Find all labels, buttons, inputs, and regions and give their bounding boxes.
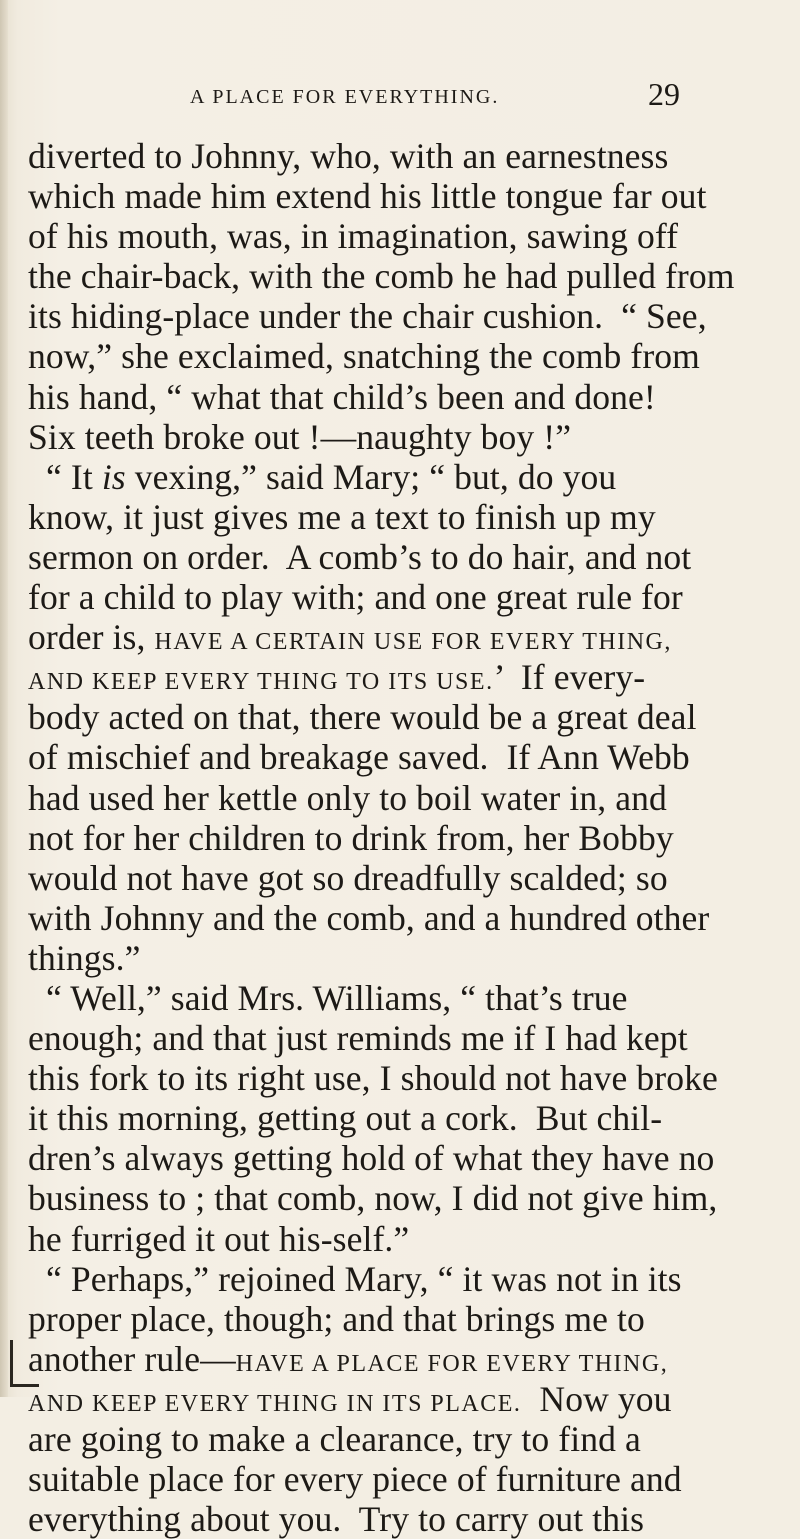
text-line <box>28 457 788 497</box>
text-line <box>28 377 788 417</box>
text-segment: of his mouth, was, in imagination, sawing off <box>28 216 679 257</box>
text-segment: another rule— <box>28 1338 236 1379</box>
text-line <box>28 898 788 938</box>
text-line <box>28 697 788 737</box>
text-segment: not for her children to drink from, her Bobby <box>28 817 674 858</box>
text-segment: “ Well,” said Mrs. Williams, “ that’s true <box>28 977 628 1018</box>
text-segment: his hand, “ what that child’s been and done! <box>28 376 656 417</box>
text-line <box>28 858 788 898</box>
text-line <box>28 216 788 256</box>
text-line <box>28 136 788 176</box>
text-line <box>28 1178 788 1218</box>
text-segment: sermon on order. A comb’s to do hair, and not <box>28 536 692 577</box>
text-line <box>28 256 788 296</box>
text-segment: it this morning, getting out a cork. But chil- <box>28 1098 663 1139</box>
text-line <box>28 577 788 617</box>
text-segment: of mischief and breakage saved. If Ann Webb <box>28 737 690 778</box>
text-segment: everything about you. Try to carry out this <box>28 1499 645 1539</box>
text-segment: Six teeth broke out !—naughty boy !” <box>28 416 572 457</box>
text-line <box>28 176 788 216</box>
text-line <box>28 417 788 457</box>
text-line <box>28 1419 788 1459</box>
running-head: A PLACE FOR EVERYTHING. <box>190 86 500 108</box>
text-line <box>28 978 788 1018</box>
text-segment: dren’s always getting hold of what they have no <box>28 1138 715 1179</box>
text-line <box>28 537 788 577</box>
text-segment: proper place, though; and that brings me to <box>28 1298 645 1339</box>
page-header <box>190 76 680 126</box>
text-line <box>28 336 788 376</box>
text-segment: vexing,” said Mary; “ but, do you <box>125 456 617 497</box>
text-line <box>28 1379 788 1419</box>
text-line <box>28 938 788 978</box>
text-segment: diverted to Johnny, who, with an earnestness <box>28 136 669 176</box>
text-line <box>28 778 788 818</box>
text-line <box>28 1259 788 1299</box>
text-line <box>28 1098 788 1138</box>
text-line <box>28 1339 788 1379</box>
text-line <box>28 737 788 777</box>
text-segment: ’ If every- <box>493 657 646 698</box>
text-line <box>28 1499 788 1539</box>
text-segment: “ Perhaps,” rejoined Mary, “ it was not in its <box>28 1258 682 1299</box>
text-line <box>28 1459 788 1499</box>
text-segment: are going to make a clearance, try to find a <box>28 1419 641 1459</box>
text-segment: know, it just gives me a text to finish up my <box>28 496 656 537</box>
text-segment: for a child to play with; and one great rule for <box>28 577 683 618</box>
text-line <box>28 617 788 657</box>
small-caps-text: AND KEEP EVERY THING IN ITS PLACE. <box>28 1390 522 1417</box>
text-segment: suitable place for every piece of furniture and <box>28 1459 682 1500</box>
text-line <box>28 1299 788 1339</box>
text-segment: enough; and that just reminds me if I had kept <box>28 1018 688 1059</box>
text-segment: “ It <box>28 456 102 497</box>
text-segment: this fork to its right use, I should not have broke <box>28 1058 718 1099</box>
text-segment: things.” <box>28 937 141 978</box>
small-caps-text: HAVE A PLACE FOR EVERY THING, <box>235 1350 669 1377</box>
text-line <box>28 1219 788 1259</box>
page-corner-mark <box>10 1340 39 1387</box>
text-segment: would not have got so dreadfully scalded; so <box>28 857 668 898</box>
text-segment: with Johnny and the comb, and a hundred other <box>28 897 710 938</box>
text-segment: order is, <box>28 617 155 658</box>
small-caps-text: HAVE A CERTAIN USE FOR EVERY THING, <box>154 629 672 656</box>
text-line <box>28 1018 788 1058</box>
text-segment: Now you <box>521 1378 672 1419</box>
text-line <box>28 497 788 537</box>
text-segment: now,” she exclaimed, snatching the comb from <box>28 336 700 377</box>
text-line <box>28 1058 788 1098</box>
text-segment: business to ; that comb, now, I did not give him, <box>28 1178 718 1219</box>
text-segment: its hiding-place under the chair cushion. “ See, <box>28 296 707 337</box>
text-segment: had used her kettle only to boil water in, and <box>28 777 667 818</box>
italic-text: is <box>101 456 126 497</box>
text-segment: the chair-back, with the comb he had pulled from <box>28 256 735 297</box>
body-text <box>28 136 788 1539</box>
page-number: 29 <box>648 76 680 112</box>
text-segment: he furriged it out his-self.” <box>28 1218 410 1259</box>
text-line <box>28 1138 788 1178</box>
text-line <box>28 657 788 697</box>
text-segment: body acted on that, there would be a great deal <box>28 697 697 738</box>
text-line <box>28 296 788 336</box>
text-segment: which made him extend his little tongue far out <box>28 176 707 217</box>
text-line <box>28 818 788 858</box>
page-gutter <box>0 0 8 1397</box>
small-caps-text: AND KEEP EVERY THING TO ITS USE. <box>28 669 494 696</box>
